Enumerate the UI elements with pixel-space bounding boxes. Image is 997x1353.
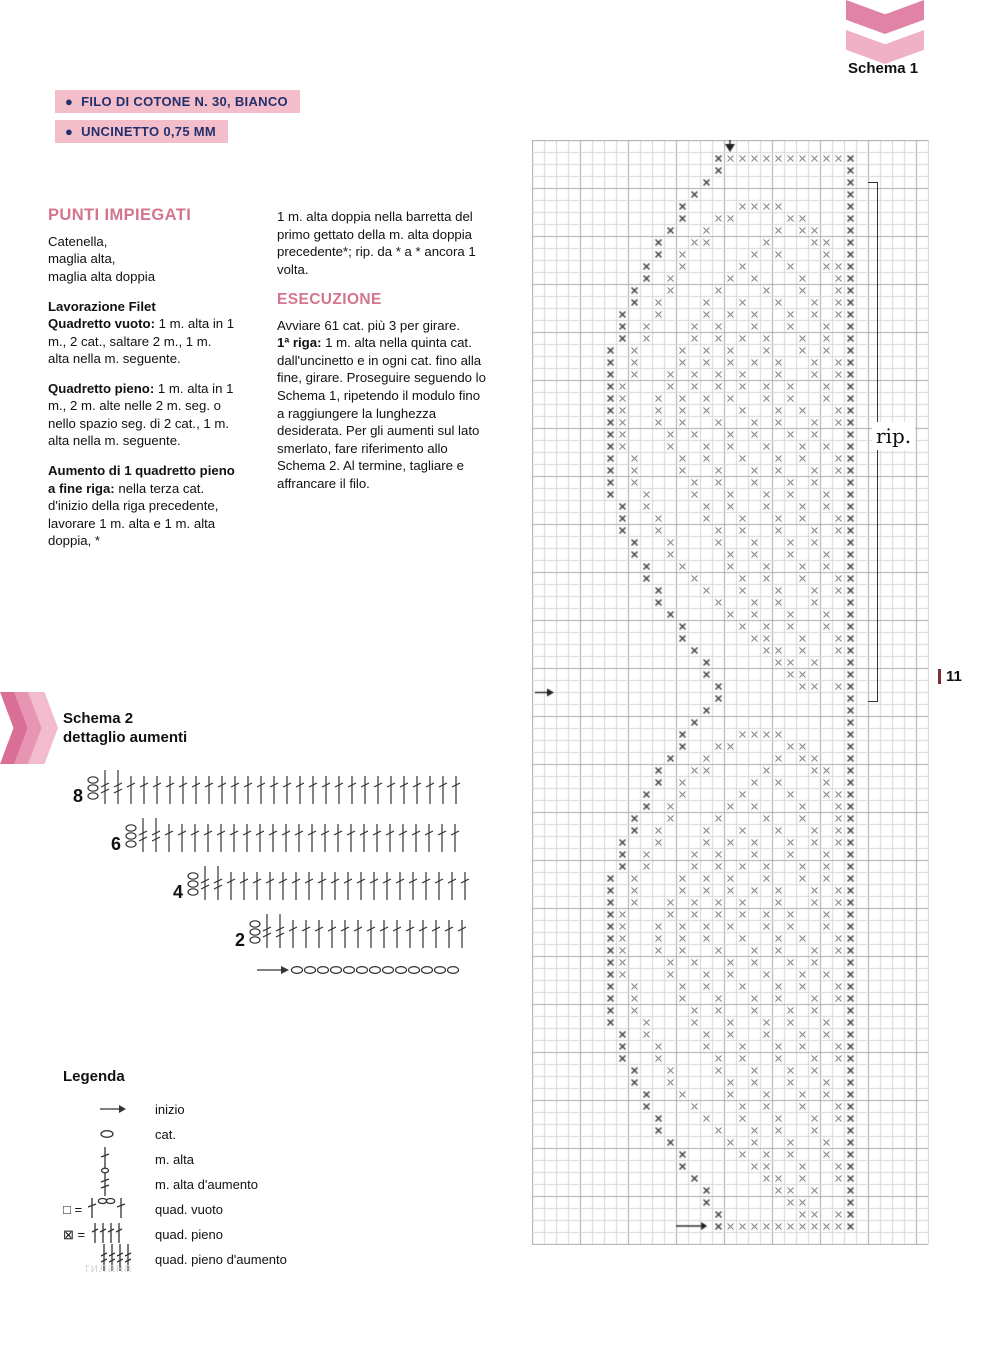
material-item: ● UNCINETTO 0,75 MM (55, 120, 228, 143)
legend-label: inizio (155, 1102, 185, 1117)
legend-items (63, 1097, 287, 1272)
svg-text:2: 2 (235, 930, 246, 950)
svg-text:4: 4 (173, 882, 184, 902)
legend-item (63, 1097, 287, 1122)
esecuzione-section (277, 208, 487, 504)
schema2-title (63, 710, 187, 748)
chain-icon (63, 1126, 155, 1144)
legend-label: quad. pieno d'aumento (155, 1252, 287, 1267)
arrow-icon (63, 1101, 155, 1119)
page-marker-bar (938, 669, 941, 684)
material-item: ● FILO DI COTONE N. 30, BIANCO (55, 90, 300, 113)
watermark: гилана (85, 1260, 133, 1275)
legend (63, 1068, 287, 1272)
schema2-diagram (55, 752, 525, 1002)
schema2-title-line1: Schema 2 (63, 710, 134, 727)
chevron-down-icon (846, 30, 924, 64)
legend-heading: Legenda (63, 1068, 125, 1085)
legend-label: quad. pieno (155, 1227, 223, 1242)
page-number: 11 (946, 668, 962, 685)
chevron-down-icon (846, 0, 924, 34)
legend-label: quad. vuoto (155, 1202, 223, 1217)
svg-text:6: 6 (111, 834, 122, 854)
esecuzione-heading: ESECUZIONE (277, 291, 382, 309)
legend-label: m. alta (155, 1152, 195, 1167)
schema1-title: Schema 1 (848, 60, 919, 77)
legend-item (63, 1197, 287, 1222)
page-marker (938, 668, 962, 685)
legend-label: cat. (155, 1127, 176, 1142)
bullet-icon: ● (65, 94, 74, 109)
punti-impiegati-text: Catenella, maglia alta, maglia alta doppia Lavorazione Filet Quadretto vuoto: 1 m. alta in 1 m., 2 cat., saltare 2 m., 1 m. alta nella m. seguente. Quadretto pieno: 1 m. alta in 1 m., 2 m. alte nelle 2 m. seg. o nello spazio seg. di 2 cat., 1 m. alta nella m. seguente. Aumento di 1 quadretto pieno a fine riga: nella terza cat. d'inizio della riga precedente, lavorare 1 m. alta e 1 m. alta doppia, * (48, 233, 235, 549)
legend-prefix: □ = (63, 1202, 83, 1217)
schema2-svg (55, 752, 525, 997)
esecuzione-text: Avviare 61 cat. più 3 per girare. 1ª riga: 1 m. alta nella quinta cat. dall'uncinetto e in ogni cat. fino alla fine, girare. Proseguire seguendo lo Schema 1, ripetendo il modulo fino a raggiungere la lunghezza desiderata. Per gli aumenti sul lato smerlato, fare riferimento allo Schema 2. Al termine, tagliare e affrancare il filo. (277, 317, 486, 491)
legend-item (63, 1122, 287, 1147)
materials-list (55, 90, 300, 150)
continuation-text: 1 m. alta doppia nella barretta del primo gettato della m. alta doppia precedente*; rip. da * a * ancora 1 volta. (277, 209, 476, 277)
schema2-title-line2: dettaglio aumenti (63, 728, 188, 746)
punti-impiegati-heading: PUNTI IMPIEGATI (48, 206, 192, 224)
punti-impiegati-section (48, 205, 236, 562)
legend-label: m. alta d'aumento (155, 1177, 258, 1192)
svg-text:8: 8 (73, 786, 84, 806)
legend-prefix: ⊠ = (63, 1226, 86, 1242)
legend-item (63, 1172, 287, 1197)
repeat-label: rip. (872, 422, 915, 450)
bullet-icon: ● (65, 124, 74, 139)
